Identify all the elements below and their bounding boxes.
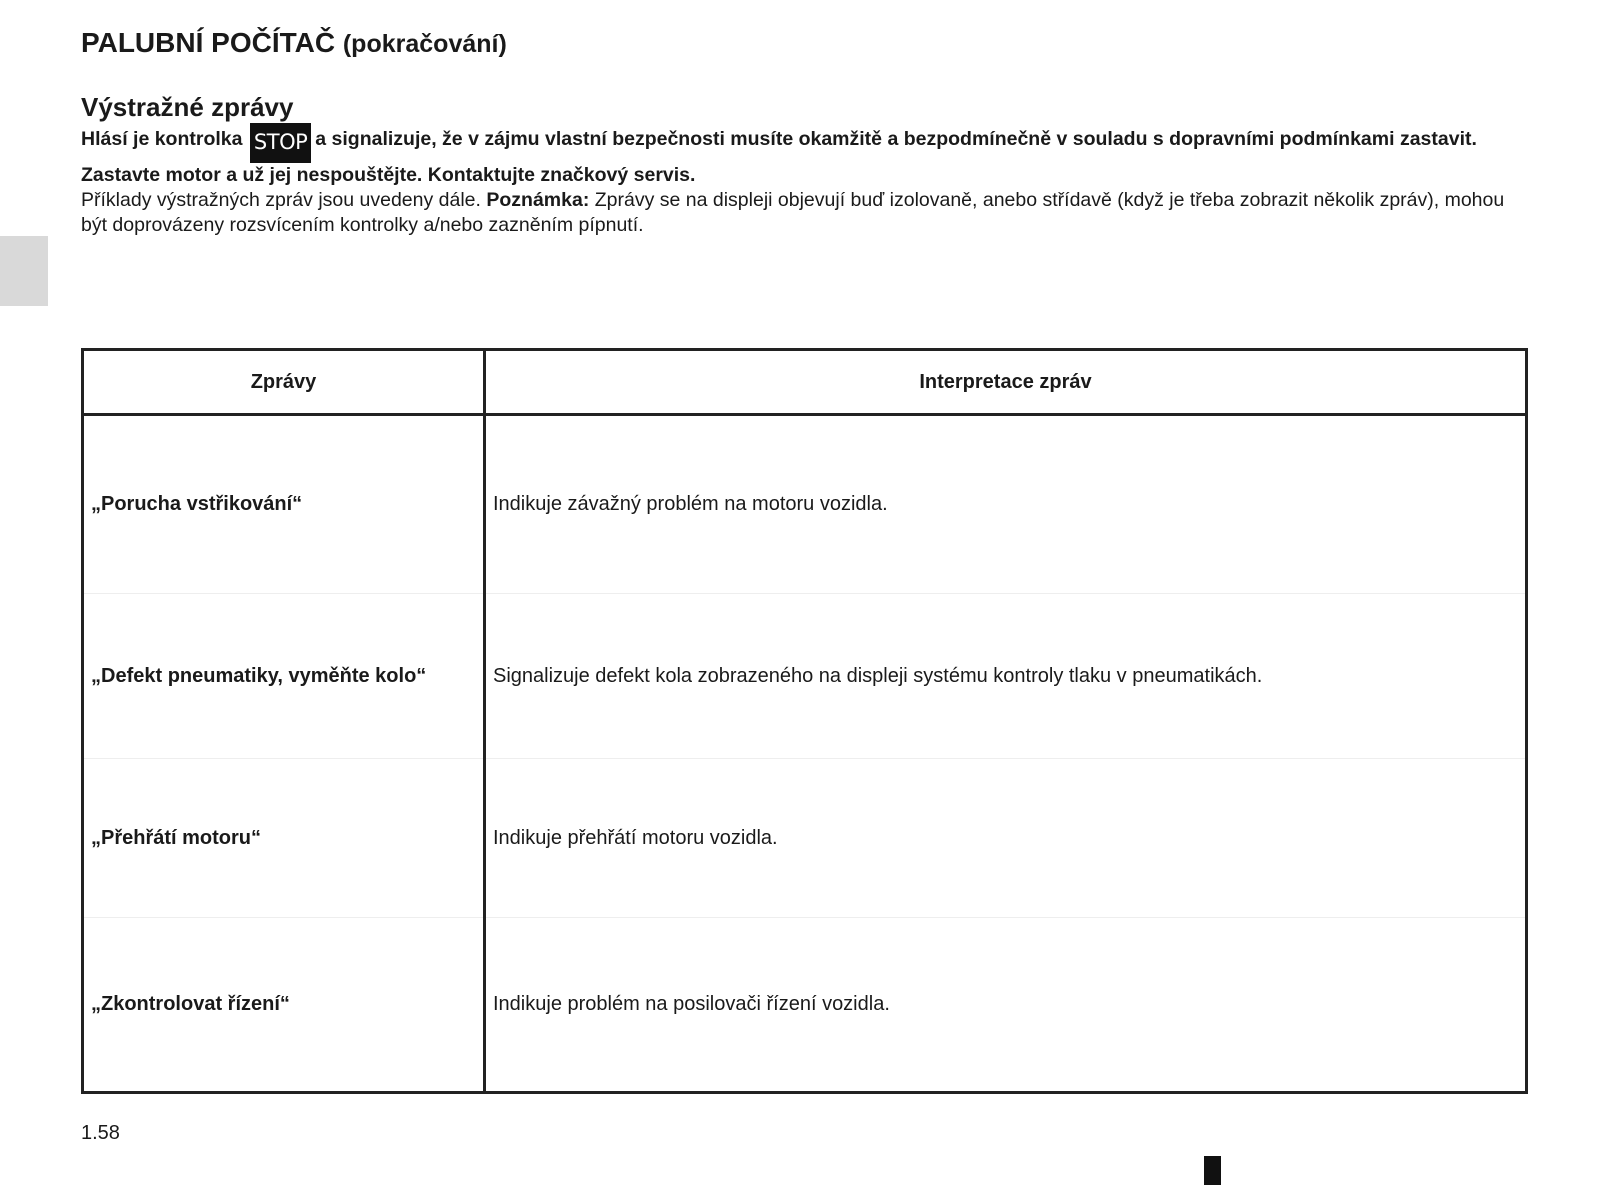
examples-text: Příklady výstražných zpráv jsou uvedeny dále.	[81, 189, 481, 211]
chapter-tab	[0, 236, 48, 306]
message-cell: „Zkontrolovat řízení“	[83, 918, 485, 1093]
page-title-main: PALUBNÍ POČÍTAČ	[81, 27, 336, 58]
examples-paragraph	[81, 188, 1521, 238]
warning-paragraph	[81, 123, 1521, 188]
note-label: Poznámka:	[486, 189, 590, 211]
table-row	[83, 759, 1527, 918]
table-row	[83, 594, 1527, 759]
stop-warning-icon: STOP	[250, 123, 311, 163]
column-header-interpretation: Interpretace zpráv	[485, 350, 1527, 415]
interpretation-cell: Indikuje problém na posilovači řízení vozidla.	[485, 918, 1527, 1093]
interpretation-cell: Signalizuje defekt kola zobrazeného na displeji systému kontroly tlaku v pneumatikách.	[485, 594, 1527, 759]
column-header-messages: Zprávy	[83, 350, 485, 415]
warning-text-start: Hlásí je kontrolka	[81, 128, 243, 150]
interpretation-cell: Indikuje přehřátí motoru vozidla.	[485, 759, 1527, 918]
message-cell: „Defekt pneumatiky, vyměňte kolo“	[83, 594, 485, 759]
page-number: 1.58	[81, 1122, 120, 1144]
page-title	[81, 26, 507, 61]
warning-text-end: a signalizuje, že v zájmu vlastní bezpečnosti musíte okamžitě a bezpodmínečně v souladu s dopravními podmínkami zastavit. Zastavte motor a už jej nespouštějte. Kontaktujte značkový servis.	[81, 128, 1477, 186]
intro-text	[81, 123, 1521, 238]
note-text: Zprávy se na displeji objevují buď izolovaně, anebo střídavě (když je třeba zobrazit několik zpráv), mohou být doprovázeny rozsvícením kontrolky a/nebo zazněním pípnutí.	[81, 189, 1505, 236]
table-row	[83, 415, 1527, 594]
table-header-row	[83, 350, 1527, 415]
interpretation-cell: Indikuje závažný problém na motoru vozidla.	[485, 415, 1527, 594]
page-title-suffix: (pokračování)	[342, 30, 507, 58]
messages-table	[81, 348, 1525, 1094]
message-cell: „Porucha vstřikování“	[83, 415, 485, 594]
print-mark	[1204, 1156, 1221, 1185]
message-cell: „Přehřátí motoru“	[83, 759, 485, 918]
table-row	[83, 918, 1527, 1093]
section-title: Výstražné zprávy	[81, 92, 294, 122]
